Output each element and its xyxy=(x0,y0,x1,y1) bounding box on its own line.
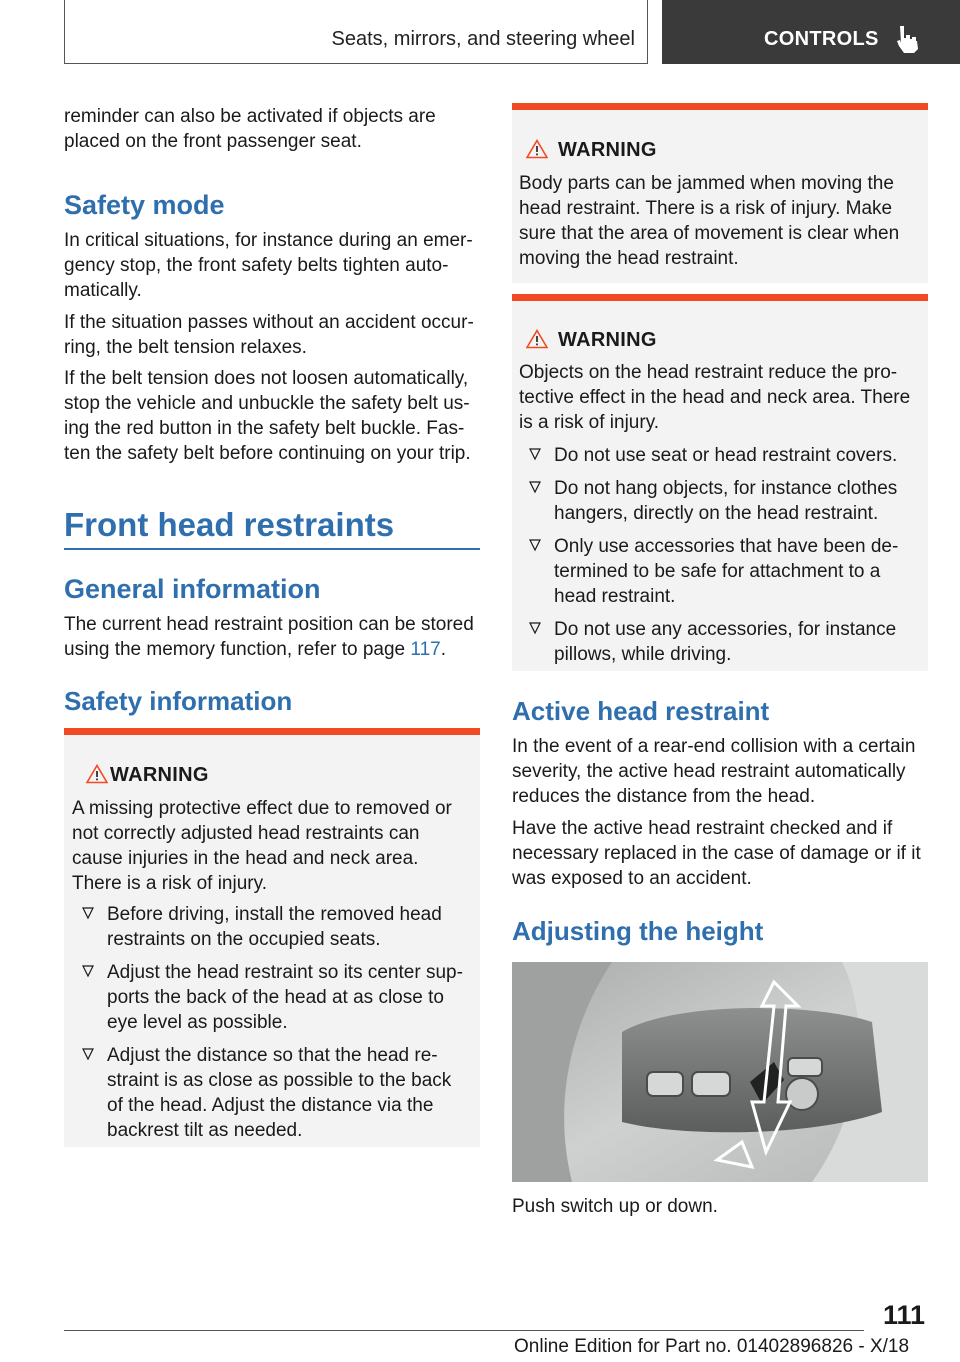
warning-label: WARNING xyxy=(110,764,209,786)
footer-edition: Online Edition for Part no. 01402896826 - X/18 xyxy=(514,1336,910,1357)
image-caption: Push switch up or down. xyxy=(512,1196,718,1217)
safety-mode-heading: Safety mode xyxy=(64,190,225,220)
bullet-triangle-icon xyxy=(82,906,94,920)
bullet-triangle-icon xyxy=(529,447,541,461)
warning-text: Body parts can be jammed when moving the head restraint. There is a risk of injury. Make sure that the area of movement is clear when moving the head restraint. xyxy=(519,173,900,269)
header-chapter-title: CONTROLS xyxy=(764,28,879,50)
active-head-restraint-heading: Active head restraint xyxy=(512,696,770,726)
safety-mode-paragraph-1: In critical situations, for instance during an emer-gency stop, the front safety belts tighten auto-matically. xyxy=(64,230,473,301)
adjusting-height-heading: Adjusting the height xyxy=(512,916,764,946)
seat-switch-image xyxy=(512,962,928,1182)
front-head-restraints-heading: Front head restraints xyxy=(64,506,395,543)
header-section-tab xyxy=(64,0,648,64)
bullet-triangle-icon xyxy=(529,538,541,552)
active-head-restraint-paragraph-1: In the event of a rear-end collision with a certain severity, the active head restraint automatically reduces the distance from the head. xyxy=(512,736,916,807)
list-item: Only use accessories that have been de-termined to be safe for attachment to a head restraint. xyxy=(519,534,919,609)
page-link-117[interactable]: 117 xyxy=(410,639,441,660)
warning-label: WARNING xyxy=(558,329,657,351)
warning-list xyxy=(72,902,472,1151)
header-section-title: Seats, mirrors, and steering wheel xyxy=(331,28,635,50)
general-information-heading: General information xyxy=(64,574,321,604)
warning-box-right-1 xyxy=(512,103,928,283)
bullet-triangle-icon xyxy=(82,1047,94,1061)
list-item: Before driving, install the removed head restraints on the occupied seats. xyxy=(72,902,472,952)
footer-rule xyxy=(64,1330,864,1331)
page-number: 111 xyxy=(883,1300,926,1330)
header-chapter-tab xyxy=(662,0,960,64)
warning-label: WARNING xyxy=(558,139,657,161)
list-item: Do not use seat or head restraint covers. xyxy=(519,443,919,468)
warning-triangle-icon xyxy=(86,764,108,784)
safety-information-heading: Safety information xyxy=(64,686,293,716)
warning-text: Objects on the head restraint reduce the pro-tective effect in the head and neck area. There is a risk of injury. xyxy=(519,362,911,433)
list-item: Do not hang objects, for instance clothes hangers, directly on the head restraint. xyxy=(519,476,919,526)
list-item: Adjust the distance so that the head re-straint is as close as possible to the back of the head. Adjust the distance via the backrest tilt as needed. xyxy=(72,1043,472,1143)
safety-mode-paragraph-3: If the belt tension does not loosen automatically, stop the vehicle and unbuckle the safety belt us-ing the red button in the safety belt buckle. Fas-ten the safety belt before continuing on your trip. xyxy=(64,368,471,464)
warning-triangle-icon xyxy=(526,329,548,349)
active-head-restraint-paragraph-2: Have the active head restraint checked and if necessary replaced in the case of damage or if it was exposed to an accident. xyxy=(512,818,921,889)
warning-triangle-icon xyxy=(526,139,548,159)
list-item: Adjust the head restraint so its center sup-ports the back of the head at as close to eye level as possible. xyxy=(72,960,472,1035)
section-rule xyxy=(64,548,480,550)
list-item: Do not use any accessories, for instance pillows, while driving. xyxy=(519,617,919,667)
warning-box-left xyxy=(64,728,480,1147)
bullet-triangle-icon xyxy=(82,964,94,978)
intro-paragraph: reminder can also be activated if objects are placed on the front passenger seat. xyxy=(64,106,436,152)
safety-mode-paragraph-2: If the situation passes without an accident occur-ring, the belt tension relaxes. xyxy=(64,312,474,358)
warning-text: A missing protective effect due to removed or not correctly adjusted head restraints can cause injuries in the head and neck area. There is a risk of injury. xyxy=(72,798,452,894)
pointing-hand-icon xyxy=(894,24,920,54)
warning-box-right-2 xyxy=(512,294,928,671)
warning-list xyxy=(519,443,919,675)
general-information-paragraph: The current head restraint position can be stored using the memory function, refer to page 117. xyxy=(64,614,474,660)
bullet-triangle-icon xyxy=(529,480,541,494)
bullet-triangle-icon xyxy=(529,621,541,635)
